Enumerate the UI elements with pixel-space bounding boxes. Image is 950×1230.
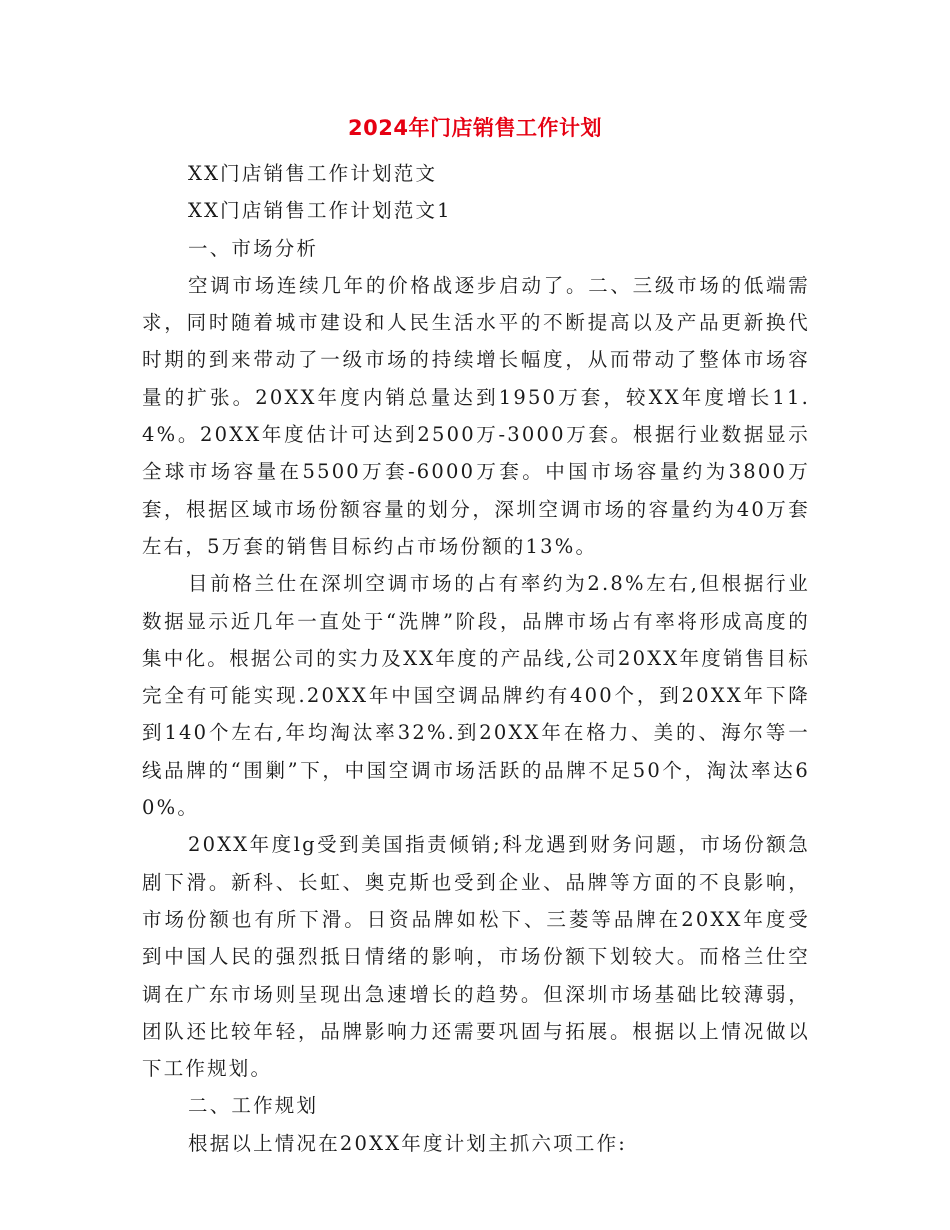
paragraph-subtitle: XX门店销售工作计划范文 (188, 162, 438, 185)
section-heading-work-plan: 二、工作规划 (188, 1094, 319, 1118)
section-heading-market-analysis: 一、市场分析 (188, 236, 319, 260)
document-body (142, 155, 810, 1162)
paragraph-market-overview: 空调市场连续几年的价格战逐步启动了。二、三级市场的低端需求，同时随着城市建设和人民生活水平的不断提高以及产品更新换代时期的到来带动了一级市场的持续增长幅度，从而带动了整体市场容量的扩张。20XX年度内销总量达到1950万套，较XX年度增长11.4%。20XX年度估计可达到2500万-3000万套。根据行业数据显示全球市场容量在5500万套-6000万套。中国市场容量约为3800万套，根据区域市场份额容量的划分，深圳空调市场的容量约为40万套左右，5万套的销售目标约占市场份额的13%。 (142, 273, 810, 558)
document-title: 2024年门店销售工作计划 (348, 116, 602, 140)
paragraph-brand-share: 目前格兰仕在深圳空调市场的占有率约为2.8%左右,但根据行业数据显示近几年一直处于“洗牌”阶段，品牌市场占有率将形成高度的集中化。根据公司的实力及XX年度的产品线,公司20XX年度销售目标完全有可能实现.20XX年中国空调品牌约有400个，到20XX年下降到140个左右,年均淘汰率32%.到20XX年在格力、美的、海尔等一线品牌的“围剿”下，中国空调市场活跃的品牌不足50个，淘汰率达60%。 (142, 572, 810, 820)
paragraph-competitors: 20XX年度lg受到美国指责倾销;科龙遇到财务问题，市场份额急剧下滑。新科、长虹、奥克斯也受到企业、品牌等方面的不良影响，市场份额也有所下滑。日资品牌如松下、三菱等品牌在20XX年度受到中国人民的强烈抵日情绪的影响，市场份额下划较大。而格兰仕空调在广东市场则呈现出急速增长的趋势。但深圳市场基础比较薄弱，团队还比较年轻，品牌影响力还需要巩固与拓展。根据以上情况做以下工作规划。 (142, 833, 810, 1081)
paragraph-work-plan-intro: 根据以上情况在20XX年度计划主抓六项工作: (188, 1131, 628, 1155)
paragraph-subtitle-1: XX门店销售工作计划范文1 (188, 199, 452, 223)
